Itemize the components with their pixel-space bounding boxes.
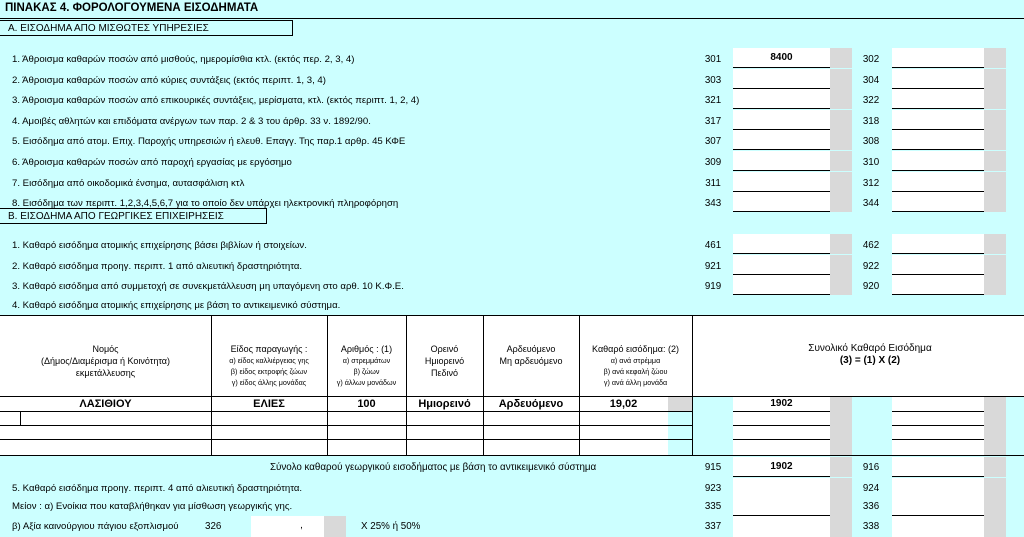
code-left: 919 — [704, 281, 722, 292]
cell-nomos[interactable]: ΛΑΣΙΘΙΟΥ — [79, 398, 132, 410]
col-synoliko-header: Συνολικό Καθαρό Εισόδημα (3) = (1) Χ (2) — [808, 343, 932, 366]
field-922[interactable] — [892, 255, 984, 275]
field-307[interactable] — [733, 130, 830, 150]
code-right: 302 — [862, 54, 880, 65]
code-left: 921 — [704, 260, 722, 272]
code-left: 311 — [705, 177, 721, 189]
row-label: 8. Εισόδημα των περιπτ. 1,2,3,4,5,6,7 για το οποίο δεν υπάρχει ηλεκτρονική πληροφόρηση — [12, 198, 399, 210]
col-eidos-header: Είδος παραγωγής : α) είδος καλλιέργειας γης β) είδος εκτροφής ζώων γ) είδος άλλης μονάδας — [229, 344, 309, 387]
field-308[interactable] — [892, 130, 984, 150]
total-row-label: Σύνολο καθαρού γεωργικού εισοδήματος με βάση το αντικειμενικό σύστημα — [270, 462, 597, 473]
code-337: 337 — [704, 521, 722, 532]
cell-arithmos[interactable]: 100 — [357, 398, 376, 410]
field-916[interactable] — [892, 457, 984, 477]
field-338[interactable] — [892, 516, 984, 537]
field-920[interactable] — [892, 275, 984, 295]
row-label: 1. Καθαρό εισόδημα ατομικής επιχείρησης βάσει βιβλίων ή στοιχείων. — [12, 240, 307, 251]
field-924[interactable] — [892, 478, 984, 498]
field-326[interactable]: , — [251, 516, 324, 537]
row-label: 5. Εισόδημα από ατομ. Επιχ. Παροχής υπηρεσιών ή ελευθ. Επαγγ. Της παρ.1 αρθρ. 45 ΚΦΕ — [12, 136, 406, 148]
row-label: 1. Άθροισμα καθαρών ποσών από μισθούς, ημερομίσθια κτλ. (εκτός περ. 2, 3, 4) — [12, 54, 355, 65]
field-312[interactable] — [892, 172, 984, 192]
cell-ardeuomeno[interactable]: Αρδευόμενο — [498, 398, 564, 410]
code-right: 310 — [862, 157, 880, 168]
row-label: 6. Άθροισμα καθαρών ποσών από παροχή εργασίας με εργόσημο — [12, 157, 292, 168]
row-label: 4. Αμοιβές αθλητών και επιδόματα ανέργων των παρ. 2 & 3 του άρθρ. 33 ν. 1892/90. — [12, 115, 371, 127]
field-923[interactable] — [733, 478, 830, 498]
field-301[interactable]: 8400 — [733, 48, 830, 68]
rate-label: Χ 25% ή 50% — [361, 521, 421, 532]
section-b-row-5-label: 5. Καθαρό εισόδημα προηγ. περιπτ. 4 από αλιευτική δραστηριότητα. — [12, 483, 303, 494]
field-337[interactable] — [733, 516, 830, 537]
code-left: 307 — [704, 136, 722, 148]
code-left: 309 — [704, 157, 722, 168]
code-right: 308 — [862, 136, 880, 148]
cell-katharo[interactable]: 19,02 — [609, 398, 638, 410]
field-311[interactable] — [733, 172, 830, 192]
section-b-header: Β. ΕΙΣΟΔΗΜΑ ΑΠΟ ΓΕΩΡΓΙΚΕΣ ΕΠΙΧΕΙΡΗΣΕΙΣ — [0, 208, 267, 224]
field-344[interactable] — [892, 192, 984, 212]
code-right: 312 — [862, 177, 880, 189]
code-924: 924 — [862, 483, 880, 494]
col-ardeuomeno-header: Αρδευόμενο Μη αρδευόμενο — [499, 344, 563, 366]
field-317[interactable] — [733, 110, 830, 130]
cell-eidos[interactable]: ΕΛΙΕΣ — [253, 398, 285, 410]
row-label: 3. Καθαρό εισόδημα από συμμετοχή σε συνεκμετάλλευση μη υπαγόμενη στο αρθ. 10 Κ.Φ.Ε. — [12, 281, 404, 292]
col-arithmos-header: Αριθμός : (1) α) στρεμμάτων β) ζώων γ) άλλων μονάδων — [336, 344, 397, 387]
code-916: 916 — [862, 462, 880, 473]
field-322[interactable] — [892, 89, 984, 109]
cell-oreino[interactable]: Ημιορεινό — [418, 398, 471, 410]
field-302[interactable] — [892, 48, 984, 68]
code-326: 326 — [205, 521, 222, 532]
code-right: 304 — [862, 74, 880, 86]
field-303[interactable] — [733, 69, 830, 89]
field-336[interactable] — [892, 496, 984, 516]
section-b-row-4-label: 4. Καθαρό εισόδημα ατομικής επιχείρησης με βάση το αντικειμενικό σύστημα. — [12, 300, 341, 311]
code-915: 915 — [704, 462, 722, 473]
field-304[interactable] — [892, 69, 984, 89]
code-right: 344 — [862, 198, 880, 210]
field-919[interactable] — [733, 275, 830, 295]
code-left: 343 — [704, 198, 722, 210]
row-label: 2. Καθαρό εισόδημα προηγ. περιπτ. 1 από αλιευτική δραστηριότητα. — [12, 260, 303, 272]
code-335: 335 — [704, 501, 722, 512]
col-katharo-header: Καθαρό εισόδημα: (2) α) ανά στρέμμα β) ανά κεφαλή ζώου γ) ανά άλλη μονάδα — [592, 344, 679, 387]
field-921[interactable] — [733, 255, 830, 275]
code-left: 317 — [704, 115, 722, 127]
code-right: 462 — [862, 240, 880, 251]
minus-a-label: Μείον : α) Ενοίκια που καταβλήθηκαν για μίσθωση γεωργικής γης. — [12, 501, 293, 512]
code-left: 301 — [704, 54, 722, 65]
field-462[interactable] — [892, 234, 984, 254]
row-label: 7. Εισόδημα από οικοδομικά ένσημα, αυτασφάλιση κτλ — [12, 177, 245, 189]
code-right: 920 — [862, 281, 880, 292]
field-343[interactable] — [733, 192, 830, 212]
col-nomos-header: Νομός (Δήμος/Διαμέρισμα ή Κοινότητα) εκμετάλλευσης — [41, 344, 170, 378]
section-a-header: Α. ΕΙΣΟΔΗΜΑ ΑΠΟ ΜΙΣΘΩΤΕΣ ΥΠΗΡΕΣΙΕΣ — [0, 20, 293, 36]
code-right: 318 — [862, 115, 880, 127]
code-923: 923 — [704, 483, 722, 494]
field-335[interactable] — [733, 496, 830, 516]
field-309[interactable] — [733, 151, 830, 171]
field-321[interactable] — [733, 89, 830, 109]
col-oreino-header: Ορεινό Ημιορεινό Πεδινό — [424, 344, 465, 378]
field-318[interactable] — [892, 110, 984, 130]
code-left: 303 — [704, 74, 722, 86]
page-title: ΠΙΝΑΚΑΣ 4. ΦΟΡΟΛΟΓΟΥΜΕΝΑ ΕΙΣΟΔΗΜΑΤΑ — [5, 2, 259, 14]
row-label: 2. Άθροισμα καθαρών ποσών από κύριες συντάξεις (εκτός περιπτ. 1, 3, 4) — [12, 74, 326, 86]
minus-b-label: β) Αξία καινούργιου πάγιου εξοπλισμού — [12, 521, 179, 532]
row-label: 3. Άθροισμα καθαρών ποσών από επικουρικές συντάξεις, μερίσματα, κτλ. (εκτός περιπτ. 1, 2, 4) — [12, 95, 420, 107]
code-right: 322 — [862, 95, 880, 107]
divider — [0, 18, 1024, 19]
code-left: 321 — [704, 95, 722, 107]
field-310[interactable] — [892, 151, 984, 171]
field-915[interactable]: 1902 — [733, 457, 830, 477]
code-left: 461 — [704, 240, 722, 251]
code-336: 336 — [862, 501, 880, 512]
code-right: 922 — [862, 260, 880, 272]
code-338: 338 — [862, 521, 880, 532]
cell-synoliko[interactable]: 1902 — [770, 398, 793, 409]
field-461[interactable] — [733, 234, 830, 254]
